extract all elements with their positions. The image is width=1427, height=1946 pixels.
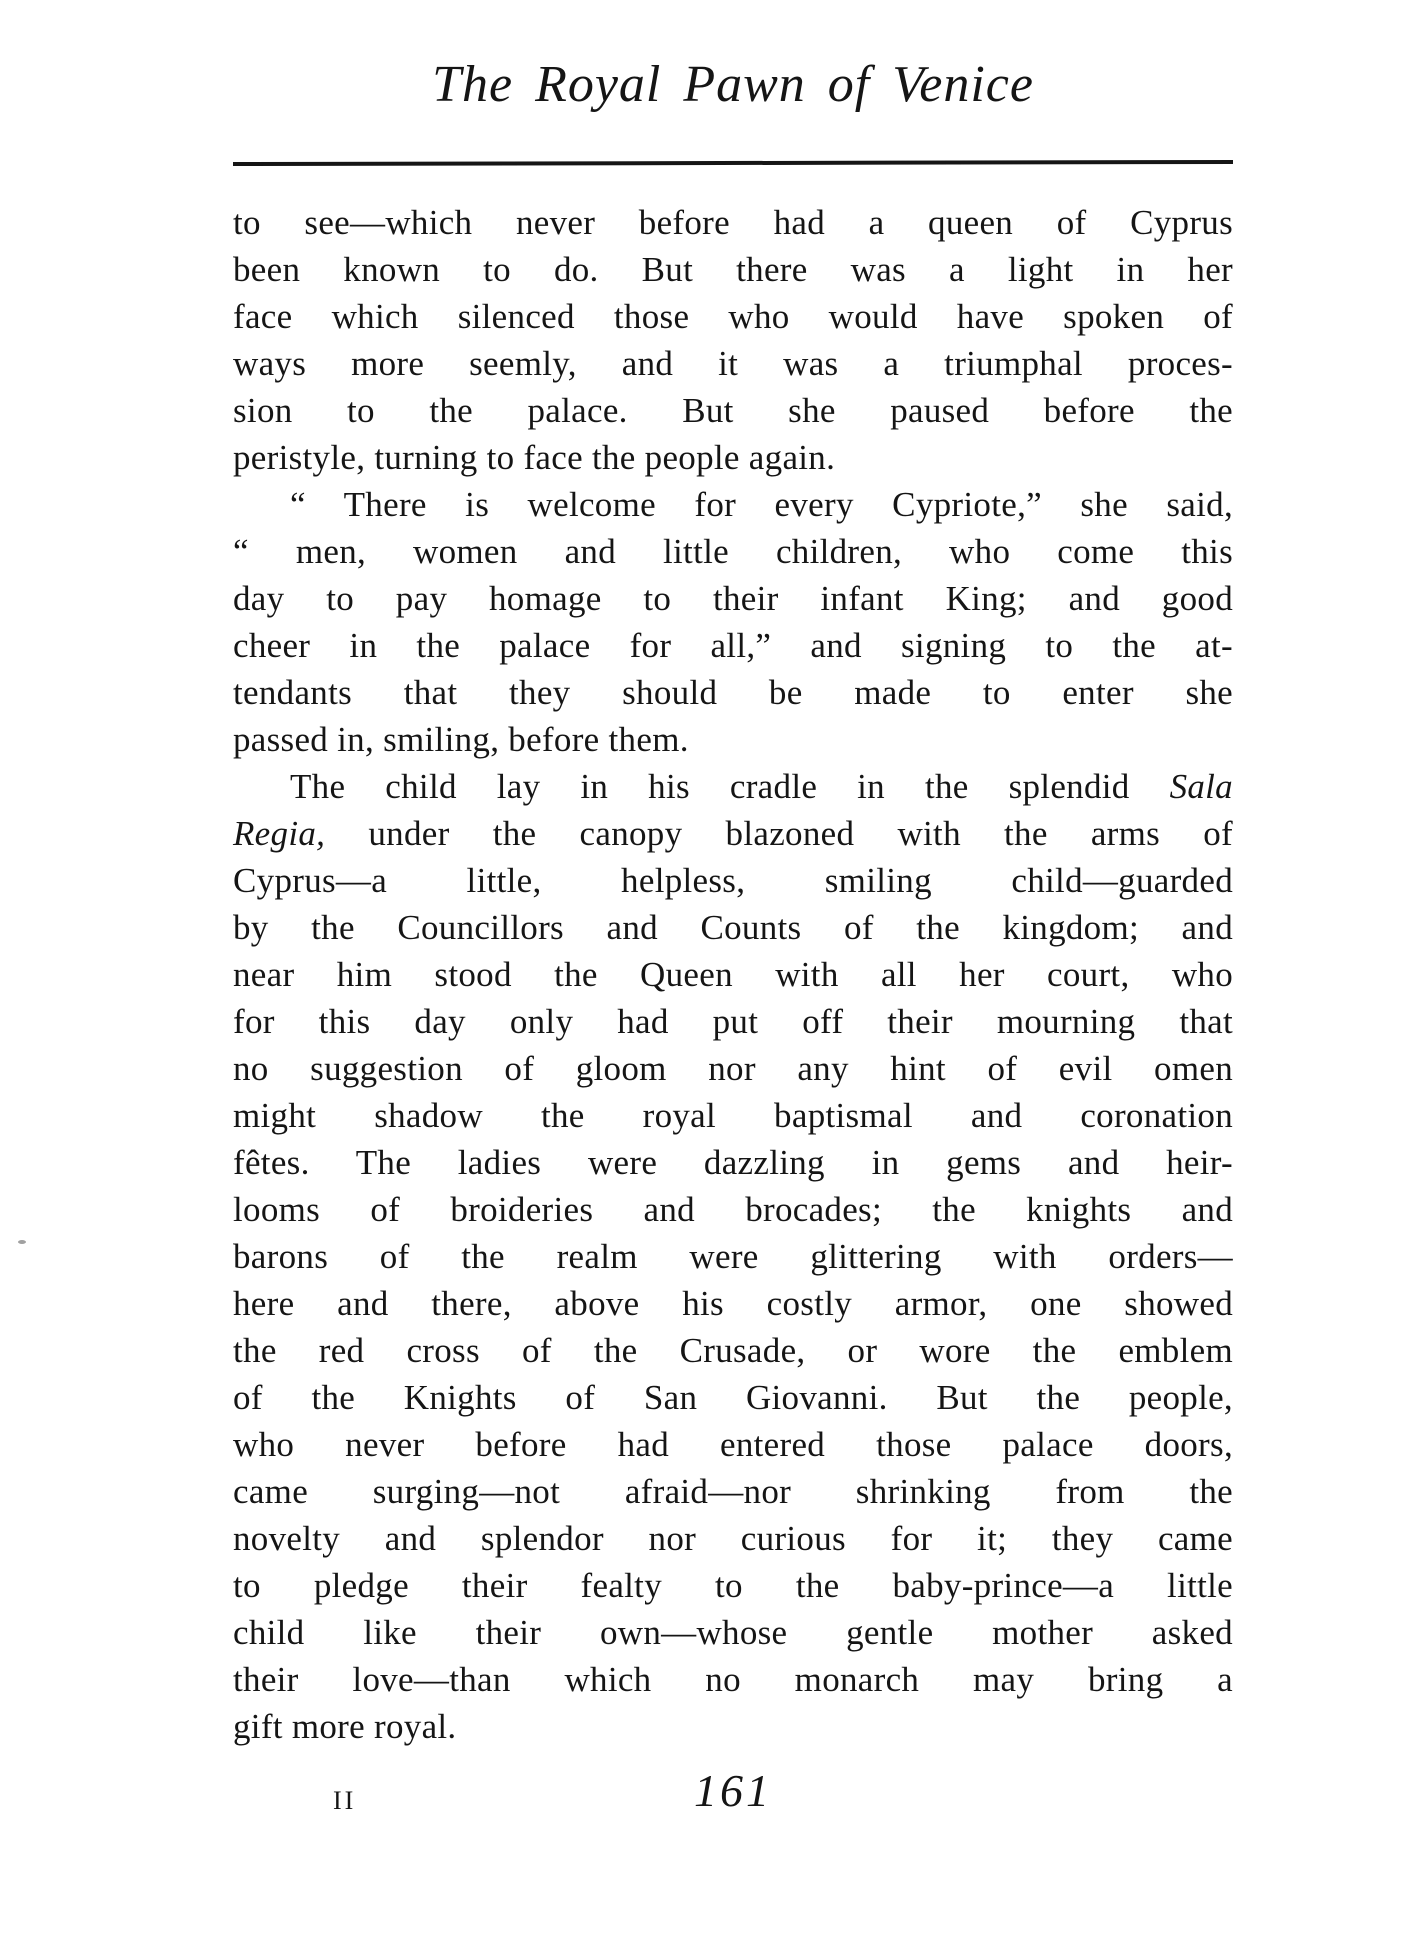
text-line bbox=[233, 1280, 1233, 1327]
paragraph bbox=[233, 199, 1233, 481]
italic-text: Sala bbox=[1169, 767, 1233, 806]
text-line bbox=[233, 1139, 1233, 1186]
text-segment: who never before had entered those palace doors, bbox=[233, 1425, 1233, 1464]
text-segment: for this day only had put off their mourning that bbox=[233, 1002, 1233, 1041]
text-segment: passed in, smiling, before them. bbox=[233, 720, 689, 759]
text-line bbox=[233, 1421, 1233, 1468]
text-segment: near him stood the Queen with all her court, who bbox=[233, 955, 1233, 994]
text-line bbox=[233, 575, 1233, 622]
text-segment: under the canopy blazoned with the arms of bbox=[325, 814, 1233, 853]
text-line bbox=[233, 340, 1233, 387]
text-segment: might shadow the royal baptismal and coronation bbox=[233, 1096, 1233, 1135]
text-segment: cheer in the palace for all,” and signing to the at- bbox=[233, 626, 1233, 665]
text-segment: Cyprus—a little, helpless, smiling child—guarded bbox=[233, 861, 1233, 900]
paragraph bbox=[233, 763, 1233, 1750]
text-segment: peristyle, turning to face the people again. bbox=[233, 438, 836, 477]
text-segment: to see—which never before had a queen of Cyprus bbox=[233, 203, 1233, 242]
text-line bbox=[233, 1045, 1233, 1092]
text-segment: day to pay homage to their infant King; and good bbox=[233, 579, 1233, 618]
text-segment: been known to do. But there was a light in her bbox=[233, 250, 1233, 289]
text-line bbox=[233, 1186, 1233, 1233]
text-segment: by the Councillors and Counts of the kingdom; and bbox=[233, 908, 1233, 947]
text-line bbox=[233, 293, 1233, 340]
print-block bbox=[233, 0, 1233, 1946]
text-line bbox=[233, 1515, 1233, 1562]
body-text bbox=[233, 199, 1233, 1750]
text-line bbox=[233, 1374, 1233, 1421]
text-line bbox=[233, 951, 1233, 998]
text-line bbox=[233, 199, 1233, 246]
text-line bbox=[233, 669, 1233, 716]
text-segment: their love—than which no monarch may bring a bbox=[233, 1660, 1233, 1699]
text-segment: the red cross of the Crusade, or wore the emblem bbox=[233, 1331, 1233, 1370]
text-segment: The child lay in his cradle in the splendid bbox=[290, 767, 1170, 806]
text-line bbox=[233, 246, 1233, 293]
text-line bbox=[233, 481, 1233, 528]
text-line bbox=[233, 763, 1233, 810]
text-segment: of the Knights of San Giovanni. But the people, bbox=[233, 1378, 1233, 1417]
text-segment: came surging—not afraid—nor shrinking from the bbox=[233, 1472, 1233, 1511]
text-line bbox=[233, 716, 1233, 763]
text-line bbox=[233, 998, 1233, 1045]
header-rule bbox=[233, 160, 1233, 166]
italic-text: Regia, bbox=[233, 814, 326, 853]
text-segment: “ men, women and little children, who come this bbox=[233, 532, 1233, 571]
scan-speck bbox=[18, 1240, 26, 1244]
text-segment: face which silenced those who would have spoken of bbox=[233, 297, 1233, 336]
text-line bbox=[233, 1562, 1233, 1609]
text-line bbox=[233, 528, 1233, 575]
text-line bbox=[233, 857, 1233, 904]
text-line bbox=[233, 1703, 1233, 1750]
text-line bbox=[233, 810, 1233, 857]
text-segment: “ There is welcome for every Cypriote,” she said, bbox=[290, 485, 1233, 524]
text-line bbox=[233, 904, 1233, 951]
text-line bbox=[233, 1092, 1233, 1139]
text-line bbox=[233, 1468, 1233, 1515]
text-segment: here and there, above his costly armor, one showed bbox=[233, 1284, 1233, 1323]
text-line bbox=[233, 622, 1233, 669]
paragraph bbox=[233, 481, 1233, 763]
text-line bbox=[233, 1656, 1233, 1703]
signature-mark: II bbox=[333, 1786, 357, 1815]
page-title: The Royal Pawn of Venice bbox=[432, 56, 1034, 113]
text-line bbox=[233, 434, 1233, 481]
text-segment: no suggestion of gloom nor any hint of evil omen bbox=[233, 1049, 1233, 1088]
text-segment: barons of the realm were glittering with orders— bbox=[233, 1237, 1233, 1276]
text-segment: sion to the palace. But she paused before the bbox=[233, 391, 1233, 430]
text-line bbox=[233, 387, 1233, 434]
text-segment: tendants that they should be made to enter she bbox=[233, 673, 1233, 712]
text-segment: ways more seemly, and it was a triumphal proces- bbox=[233, 344, 1233, 383]
text-segment: looms of broideries and brocades; the knights and bbox=[233, 1190, 1233, 1229]
text-line bbox=[233, 1233, 1233, 1280]
page-number: 161 bbox=[694, 1765, 772, 1816]
text-segment: to pledge their fealty to the baby-prince—a little bbox=[233, 1566, 1233, 1605]
text-segment: fêtes. The ladies were dazzling in gems and heir- bbox=[233, 1143, 1233, 1182]
text-segment: gift more royal. bbox=[233, 1707, 457, 1746]
text-segment: child like their own—whose gentle mother asked bbox=[233, 1613, 1233, 1652]
text-line bbox=[233, 1609, 1233, 1656]
text-line bbox=[233, 1327, 1233, 1374]
text-segment: novelty and splendor nor curious for it; they came bbox=[233, 1519, 1233, 1558]
